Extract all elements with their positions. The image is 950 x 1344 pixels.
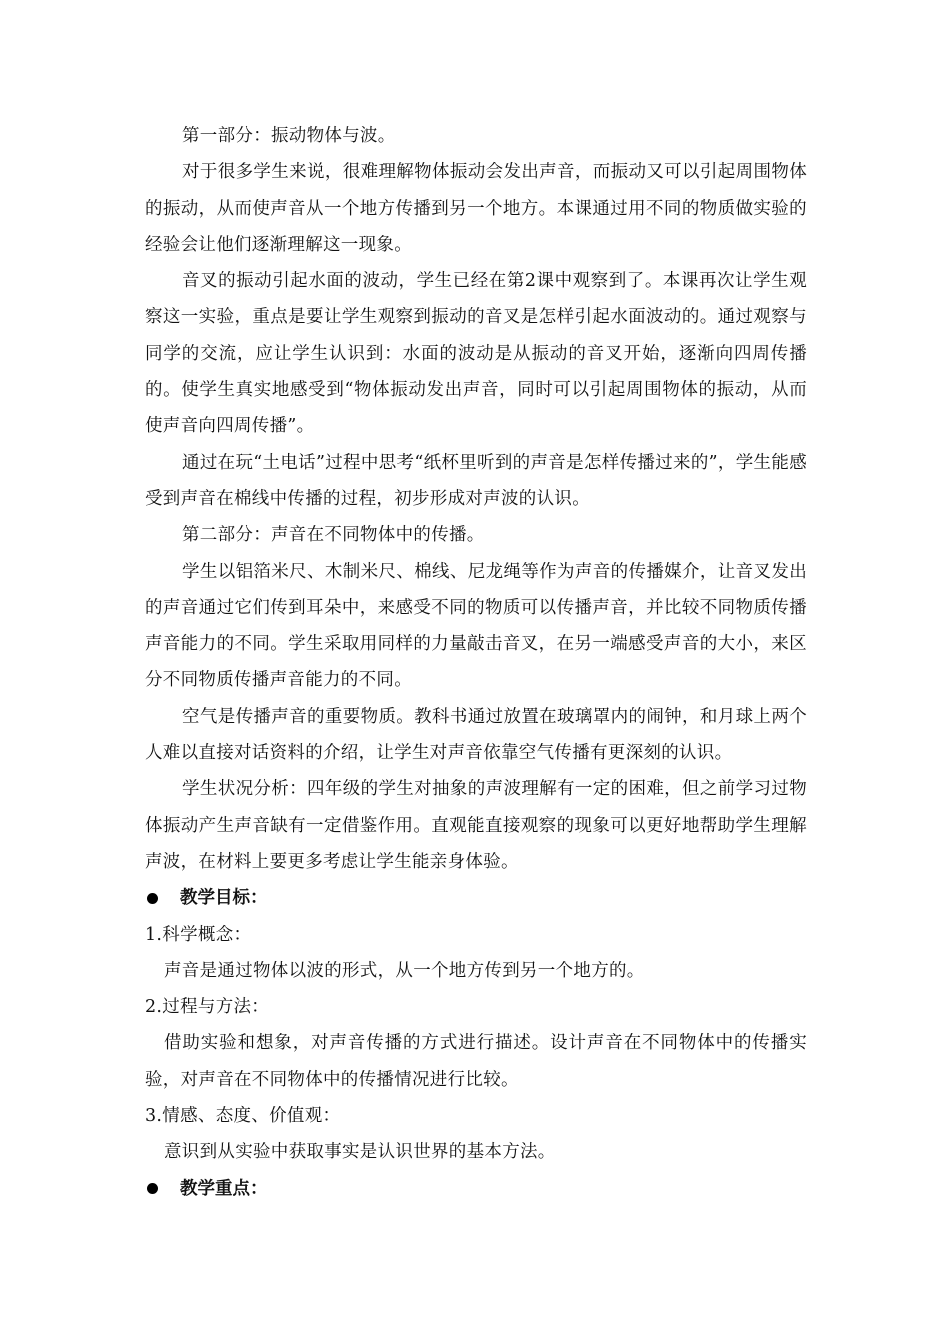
paragraph-string-telephone: 通过在玩“土电话”过程中思考“纸杯里听到的声音是怎样传播过来的”，学生能感受到声音在棉线中传播的过程，初步形成对声波的认识。 [145, 452, 807, 509]
paragraph-student-analysis: 学生状况分析：四年级的学生对抽象的声波理解有一定的困难，但之前学习过物体振动产生声音缺有一定借鉴作用。直观能直接观察的现象可以更好地帮助学生理解声波，在材料上要更多考虑让学生能亲身体验。 [145, 779, 807, 872]
goal1-title: 1.科学概念： [145, 924, 252, 945]
goal2-text: 借助实验和想象，对声音传播的方式进行描述。设计声音在不同物体中的传播实验，对声音在不同物体中的传播情况进行比较。 [145, 1033, 807, 1090]
paragraph-vibration-understanding: 对于很多学生来说，很难理解物体振动会发出声音，而振动又可以引起周围物体的振动，从而使声音从一个地方传播到另一个地方。本课通过用不同的物质做实验的经验会让他们逐渐理解这一现象。 [145, 162, 807, 255]
bullet-icon [147, 893, 158, 904]
section-one-title: 第一部分：振动物体与波。 [182, 126, 396, 146]
paragraph-air-medium: 空气是传播声音的重要物质。教科书通过放置在玻璃罩内的闹钟，和月球上两个人难以直接对话资料的介绍，让学生对声音依靠空气传播有更深刻的认识。 [145, 706, 807, 764]
goal2-title: 2.过程与方法： [145, 997, 270, 1018]
bullet-icon [147, 1183, 158, 1194]
focus-heading [145, 1171, 807, 1207]
paragraph-media-comparison: 学生以铝箔米尺、木制米尺、棉线、尼龙绳等作为声音的传播媒介，让音叉发出的声音通过它们传到耳朵中，来感受不同的物质可以传播声音，并比较不同物质传播声音能力的不同。学生采取用同样的力量敲击音叉，在另一端感受声音的大小，来区分不同物质传播声音能力的不同。 [145, 561, 807, 691]
section-two-title: 第二部分：声音在不同物体中的传播。 [182, 525, 485, 546]
goals-heading [145, 880, 807, 916]
goal3-title: 3.情感、态度、价值观： [145, 1106, 341, 1127]
goals-heading-text: 教学目标： [180, 888, 268, 909]
document-body [145, 118, 807, 1207]
goal1-text: 声音是通过物体以波的形式，从一个地方传到另一个地方的。 [164, 960, 645, 981]
goal3-text: 意识到从实验中获取事实是认识世界的基本方法。 [164, 1142, 556, 1163]
paragraph-tuning-fork-water: 音叉的振动引起水面的波动，学生已经在第2课中观察到了。本课再次让学生观察这一实验，重点是要让学生观察到振动的音叉是怎样引起水面波动的。通过观察与同学的交流，应让学生认识到：水面的波动是从振动的音叉开始，逐渐向四周传播的。使学生真实地感受到“物体振动发出声音，同时可以引起周围物体的振动，从而使声音向四周传播”。 [145, 271, 807, 437]
focus-heading-text: 教学重点： [180, 1178, 268, 1199]
